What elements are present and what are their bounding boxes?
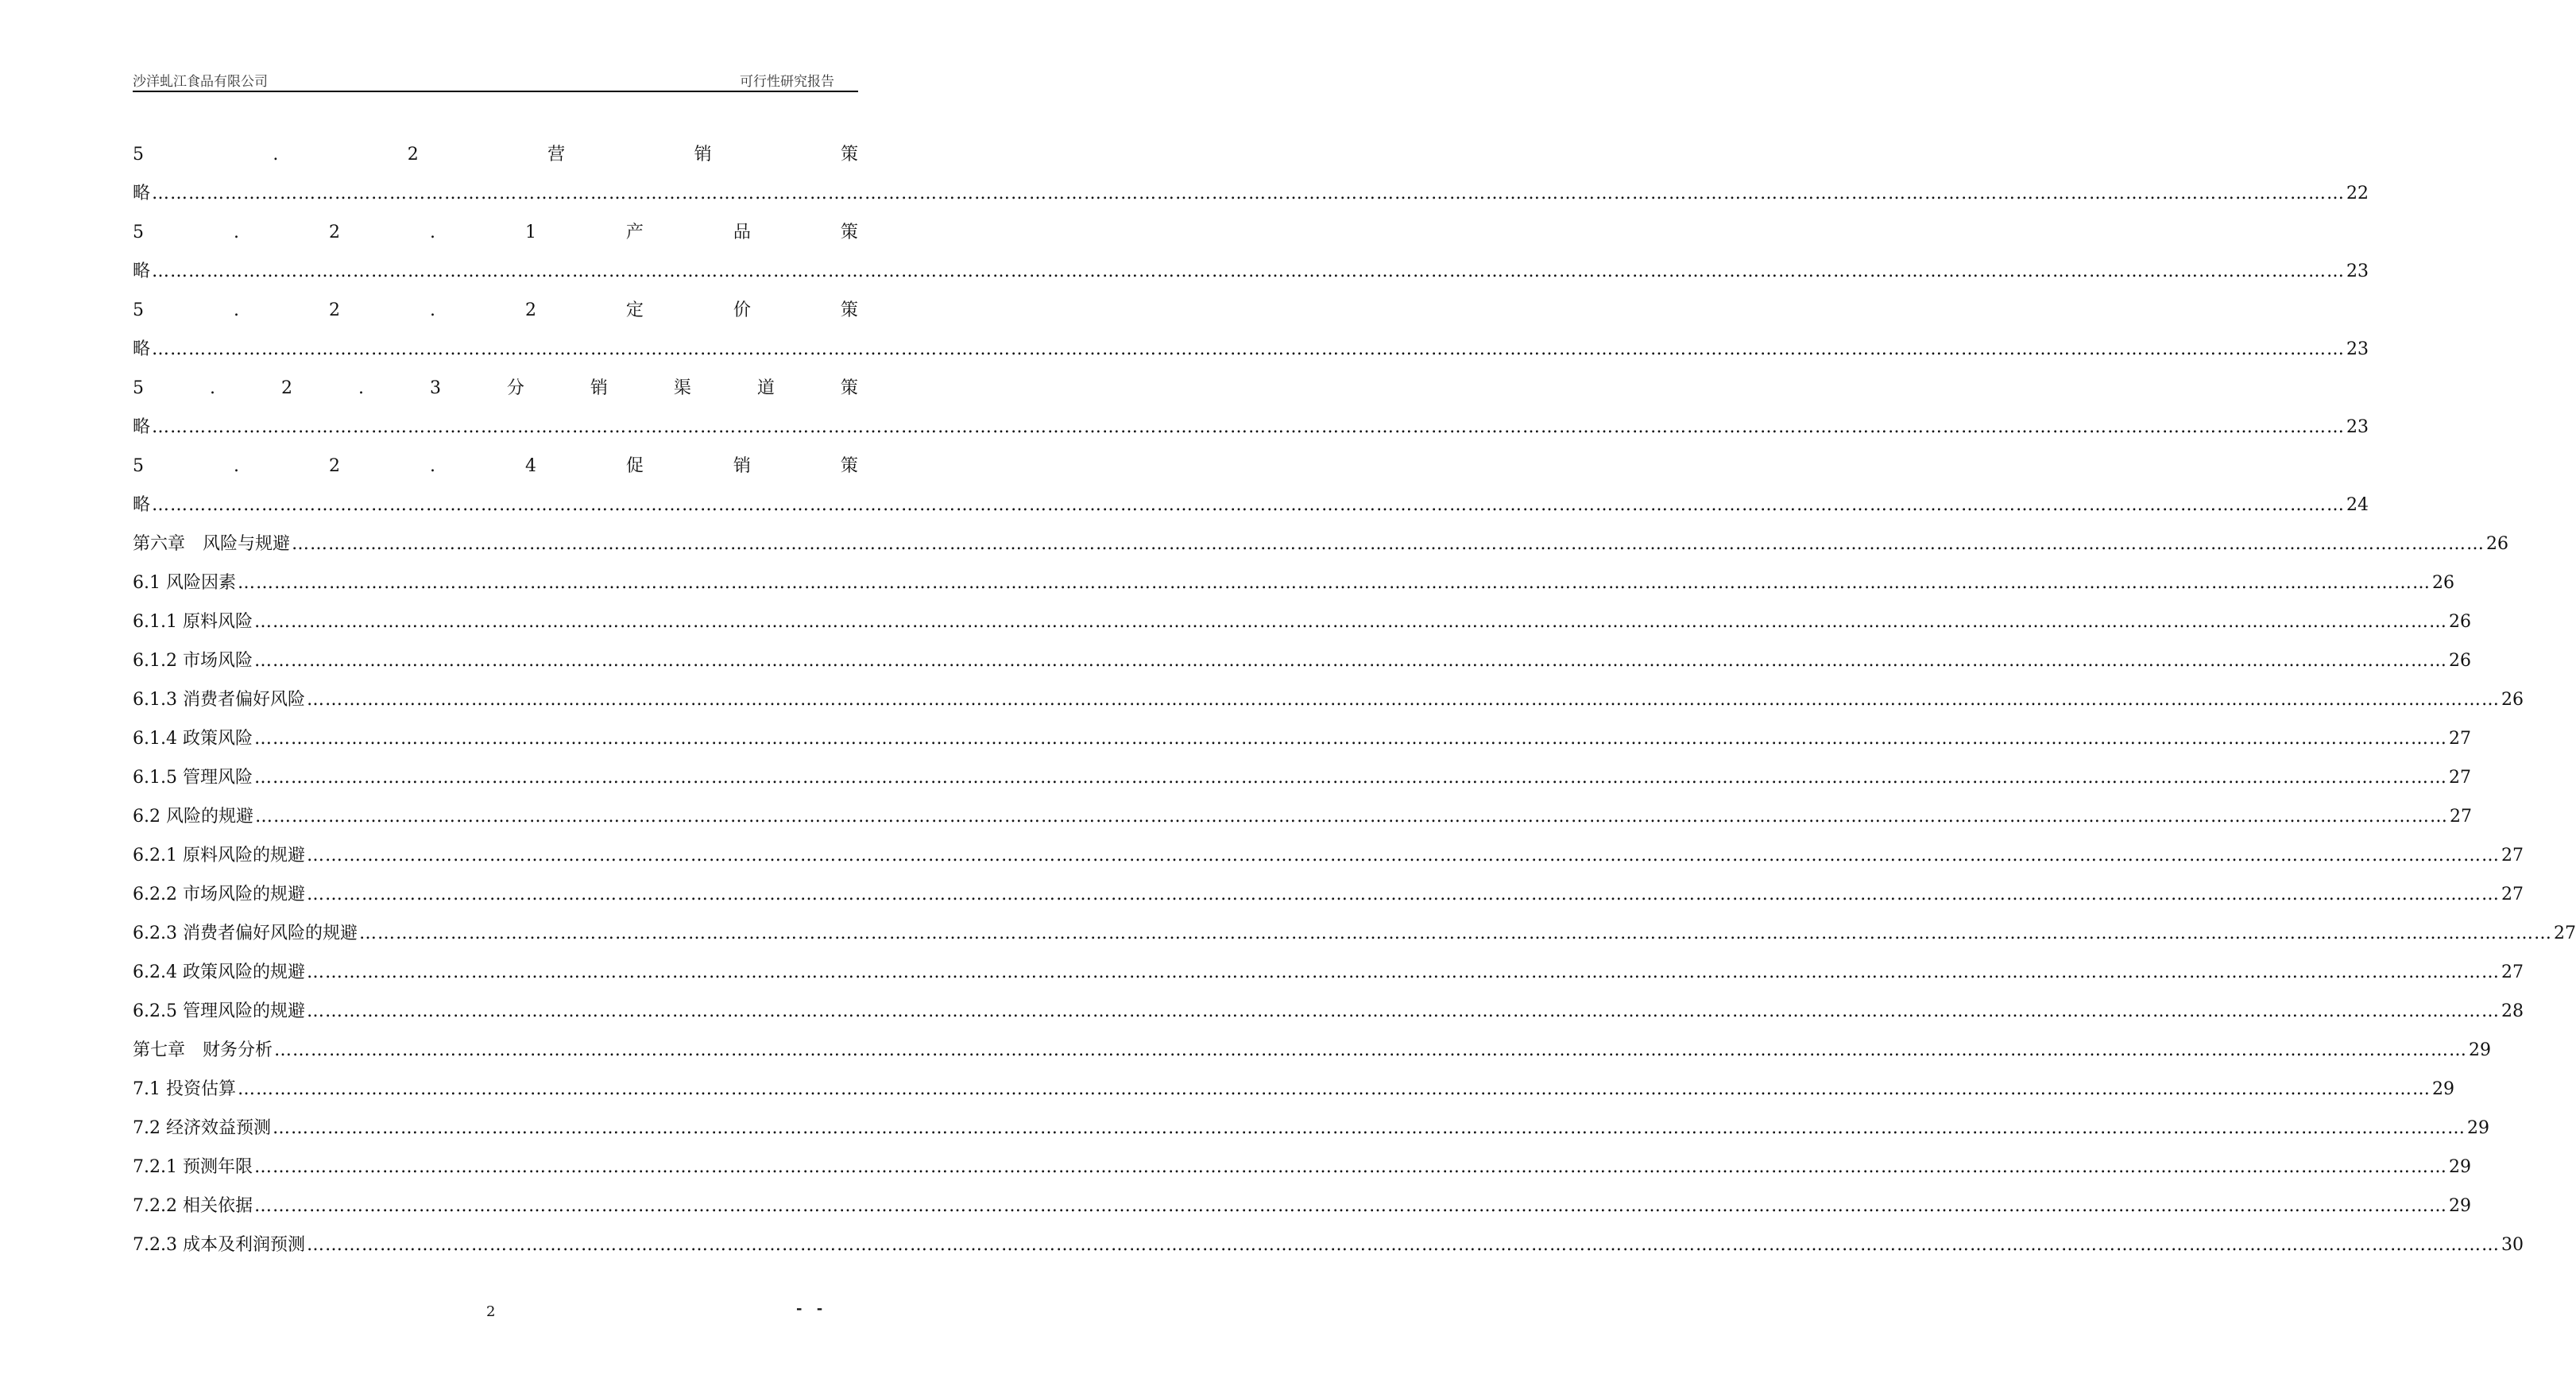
toc-split-token: 5 [133, 378, 144, 398]
toc-entry-title: 7.2 经济效益预测 [133, 1118, 271, 1138]
toc-entry-title: 6.2.5 管理风险的规避 [133, 1001, 305, 1021]
toc-entry-page: 29 [2431, 1079, 2454, 1099]
toc-leader-dots: ……………………………………………………………………………………………………………………………………………………………………………………………………………………………………………………………………………………………………………………………… [253, 768, 2447, 788]
toc-split-token: 渠 [673, 378, 691, 398]
toc-entry-page: 26 [2431, 573, 2454, 593]
toc-entry[interactable] [133, 408, 2369, 447]
toc-split-token: . [429, 223, 435, 242]
toc-entry-title: 6.1.4 政策风险 [133, 729, 253, 749]
toc-split-token: 3 [429, 378, 441, 398]
toc-split-heading[interactable] [133, 291, 858, 330]
toc-leader-dots: ……………………………………………………………………………………………………………………………………………………………………………………………………………………………………………………………………………………………………………………………… [306, 690, 2500, 710]
toc-entry[interactable] [133, 525, 2509, 563]
toc-leader-dots: ……………………………………………………………………………………………………………………………………………………………………………………………………………………………………………………………………………………………………………………………… [358, 924, 2552, 943]
toc-entry[interactable] [133, 174, 2369, 213]
toc-leader-dots: ……………………………………………………………………………………………………………………………………………………………………………………………………………………………………………………………………………………………………………………………… [253, 1196, 2447, 1216]
toc-split-token: 策 [840, 456, 858, 476]
toc-entry-page: 29 [2466, 1118, 2489, 1138]
toc-entry[interactable] [133, 330, 2369, 369]
toc-entry-page: 29 [2469, 1040, 2492, 1060]
toc-entry-title: 6.1 风险因素 [133, 573, 236, 593]
toc-entry-page: 22 [2346, 184, 2369, 203]
toc-leader-dots: ……………………………………………………………………………………………………………………………………………………………………………………………………………………………………………………………………………………………………………………………… [306, 1001, 2500, 1021]
toc-split-token: . [429, 456, 435, 476]
table-of-contents [133, 135, 2576, 1264]
toc-entry[interactable] [133, 563, 2454, 602]
toc-entry-page: 27 [2449, 807, 2472, 827]
toc-entry-title: 6.2.4 政策风险的规避 [133, 962, 305, 982]
toc-split-token: 产 [625, 223, 644, 242]
toc-leader-dots: ……………………………………………………………………………………………………………………………………………………………………………………………………………………………………………………………………………………………………………………………… [292, 534, 2485, 554]
toc-split-token: 5 [133, 456, 144, 476]
toc-split-token: 销 [694, 145, 712, 165]
toc-split-token: 2 [328, 300, 340, 320]
toc-entry-title: 7.1 投资估算 [133, 1079, 236, 1099]
toc-split-heading[interactable] [133, 213, 858, 252]
document-type: 可行性研究报告 [740, 74, 834, 90]
toc-entry[interactable] [133, 719, 2471, 758]
toc-entry-page: 27 [2501, 885, 2524, 904]
toc-entry-page: 23 [2346, 339, 2369, 359]
toc-leader-dots: ……………………………………………………………………………………………………………………………………………………………………………………………………………………………………………………………………………………………………………………………… [237, 573, 2431, 593]
toc-entry-title: 6.2.1 原料风险的规避 [133, 846, 305, 865]
toc-split-token: 1 [524, 223, 536, 242]
footer-mark: - - [796, 1300, 828, 1317]
toc-entry[interactable] [133, 797, 2472, 836]
toc-leader-dots: ……………………………………………………………………………………………………………………………………………………………………………………………………………………………………………………………………………………………………………………………… [152, 417, 2346, 437]
toc-split-token: . [233, 300, 239, 320]
toc-split-token: 5 [133, 223, 144, 242]
toc-split-token: 促 [625, 456, 644, 476]
toc-entry-title: 7.2.2 相关依据 [133, 1196, 253, 1216]
toc-entry-title: 略 [133, 339, 151, 359]
toc-leader-dots: ……………………………………………………………………………………………………………………………………………………………………………………………………………………………………………………………………………………………………………………………… [254, 807, 2448, 827]
toc-split-token: . [209, 378, 215, 398]
toc-entry-title: 第七章 财务分析 [133, 1040, 273, 1060]
toc-split-token: 策 [840, 378, 858, 398]
toc-split-token: 策 [840, 223, 858, 242]
toc-split-token: 品 [733, 223, 751, 242]
toc-entry-page: 27 [2501, 962, 2524, 982]
toc-entry-page: 26 [2501, 690, 2524, 710]
page-number: 2 [486, 1303, 496, 1320]
toc-split-token: . [233, 456, 239, 476]
toc-entry[interactable] [133, 875, 2524, 914]
toc-split-token: 道 [756, 378, 775, 398]
toc-split-token: 营 [547, 145, 566, 165]
toc-leader-dots: ……………………………………………………………………………………………………………………………………………………………………………………………………………………………………………………………………………………………………………………………… [306, 846, 2500, 865]
toc-leader-dots: ……………………………………………………………………………………………………………………………………………………………………………………………………………………………………………………………………………………………………………………………… [253, 651, 2447, 671]
toc-split-token: 销 [733, 456, 751, 476]
toc-split-token: . [429, 300, 435, 320]
toc-entry-title: 第六章 风险与规避 [133, 534, 291, 554]
toc-entry-title: 6.1.5 管理风险 [133, 768, 253, 788]
toc-entry[interactable] [133, 486, 2369, 525]
toc-leader-dots: ……………………………………………………………………………………………………………………………………………………………………………………………………………………………………………………………………………………………………………………………… [274, 1040, 2468, 1060]
toc-split-heading[interactable] [133, 135, 858, 174]
toc-entry-title: 略 [133, 417, 151, 437]
toc-entry[interactable] [133, 992, 2524, 1031]
toc-entry[interactable] [133, 953, 2524, 992]
toc-entry-page: 26 [2448, 612, 2471, 632]
toc-entry-title: 6.2.2 市场风险的规避 [133, 885, 305, 904]
toc-entry-page: 28 [2501, 1001, 2524, 1021]
toc-split-token: 4 [524, 456, 536, 476]
toc-entry[interactable] [133, 914, 2576, 953]
toc-leader-dots: ……………………………………………………………………………………………………………………………………………………………………………………………………………………………………………………………………………………………………………………………… [306, 885, 2500, 904]
toc-entry-page: 29 [2448, 1196, 2471, 1216]
toc-entry[interactable] [133, 641, 2471, 680]
toc-entry[interactable] [133, 1187, 2471, 1226]
toc-split-token: 2 [328, 456, 340, 476]
toc-entry-page: 29 [2448, 1157, 2471, 1177]
toc-entry[interactable] [133, 1070, 2454, 1109]
toc-leader-dots: ……………………………………………………………………………………………………………………………………………………………………………………………………………………………………………………………………………………………………………………………… [152, 184, 2346, 203]
toc-leader-dots: ……………………………………………………………………………………………………………………………………………………………………………………………………………………………………………………………………………………………………………………………… [272, 1118, 2466, 1138]
toc-split-heading[interactable] [133, 369, 858, 408]
toc-split-token: 销 [590, 378, 608, 398]
toc-leader-dots: ……………………………………………………………………………………………………………………………………………………………………………………………………………………………………………………………………………………………………………………………… [237, 1079, 2431, 1099]
toc-leader-dots: ……………………………………………………………………………………………………………………………………………………………………………………………………………………………………………………………………………………………………………………………… [306, 1235, 2500, 1255]
toc-entry[interactable] [133, 602, 2471, 641]
toc-entry-title: 7.2.3 成本及利润预测 [133, 1235, 305, 1255]
toc-entry[interactable] [133, 1109, 2489, 1148]
toc-split-token: 分 [506, 378, 524, 398]
toc-entry-title: 略 [133, 184, 151, 203]
toc-entry[interactable] [133, 252, 2369, 291]
toc-split-token: 5 [133, 145, 144, 165]
toc-split-token: 2 [280, 378, 292, 398]
toc-split-token: 策 [840, 300, 858, 320]
toc-leader-dots: ……………………………………………………………………………………………………………………………………………………………………………………………………………………………………………………………………………………………………………………………… [152, 495, 2346, 515]
toc-entry-page: 23 [2346, 261, 2369, 281]
toc-split-token: 2 [407, 145, 419, 165]
toc-leader-dots: ……………………………………………………………………………………………………………………………………………………………………………………………………………………………………………………………………………………………………………………………… [152, 261, 2346, 281]
toc-leader-dots: ……………………………………………………………………………………………………………………………………………………………………………………………………………………………………………………………………………………………………………………………… [253, 612, 2447, 632]
toc-entry-page: 26 [2448, 651, 2471, 671]
toc-entry[interactable] [133, 836, 2524, 875]
toc-split-token: 2 [328, 223, 340, 242]
toc-leader-dots: ……………………………………………………………………………………………………………………………………………………………………………………………………………………………………………………………………………………………………………………………… [306, 962, 2500, 982]
toc-entry-page: 27 [2448, 729, 2471, 749]
toc-split-token: 策 [840, 145, 858, 165]
toc-entry[interactable] [133, 1226, 2524, 1264]
toc-entry-title: 6.2.3 消费者偏好风险的规避 [133, 924, 358, 943]
toc-split-token: 价 [733, 300, 751, 320]
toc-entry-title: 6.1.2 市场风险 [133, 651, 253, 671]
toc-split-token: . [273, 145, 279, 165]
toc-entry[interactable] [133, 1031, 2492, 1070]
toc-entry-page: 27 [2448, 768, 2471, 788]
toc-leader-dots: ……………………………………………………………………………………………………………………………………………………………………………………………………………………………………………………………………………………………………………………………… [253, 729, 2447, 749]
toc-split-token: 5 [133, 300, 144, 320]
toc-entry-title: 6.2 风险的规避 [133, 807, 253, 827]
company-name: 沙洋虬江食品有限公司 [133, 74, 268, 90]
toc-entry-page: 27 [2501, 846, 2524, 865]
toc-leader-dots: ……………………………………………………………………………………………………………………………………………………………………………………………………………………………………………………………………………………………………………………………… [152, 339, 2346, 359]
toc-leader-dots: ……………………………………………………………………………………………………………………………………………………………………………………………………………………………………………………………………………………………………………………………… [253, 1157, 2447, 1177]
page-header [133, 70, 858, 92]
toc-entry-title: 略 [133, 495, 151, 515]
toc-entry[interactable] [133, 1148, 2471, 1187]
toc-split-token: . [233, 223, 239, 242]
toc-entry-page: 24 [2346, 495, 2369, 515]
toc-entry-page: 27 [2553, 924, 2576, 943]
toc-entry-title: 6.1.1 原料风险 [133, 612, 253, 632]
toc-split-token: 2 [524, 300, 536, 320]
toc-split-heading[interactable] [133, 447, 858, 486]
toc-entry-page: 30 [2501, 1235, 2524, 1255]
toc-entry-page: 23 [2346, 417, 2369, 437]
toc-entry-title: 7.2.1 预测年限 [133, 1157, 253, 1177]
toc-entry-title: 略 [133, 261, 151, 281]
toc-entry-title: 6.1.3 消费者偏好风险 [133, 690, 305, 710]
toc-split-token: . [358, 378, 364, 398]
toc-entry-page: 26 [2486, 534, 2509, 554]
toc-entry[interactable] [133, 758, 2471, 797]
toc-split-token: 定 [625, 300, 644, 320]
toc-entry[interactable] [133, 680, 2524, 719]
